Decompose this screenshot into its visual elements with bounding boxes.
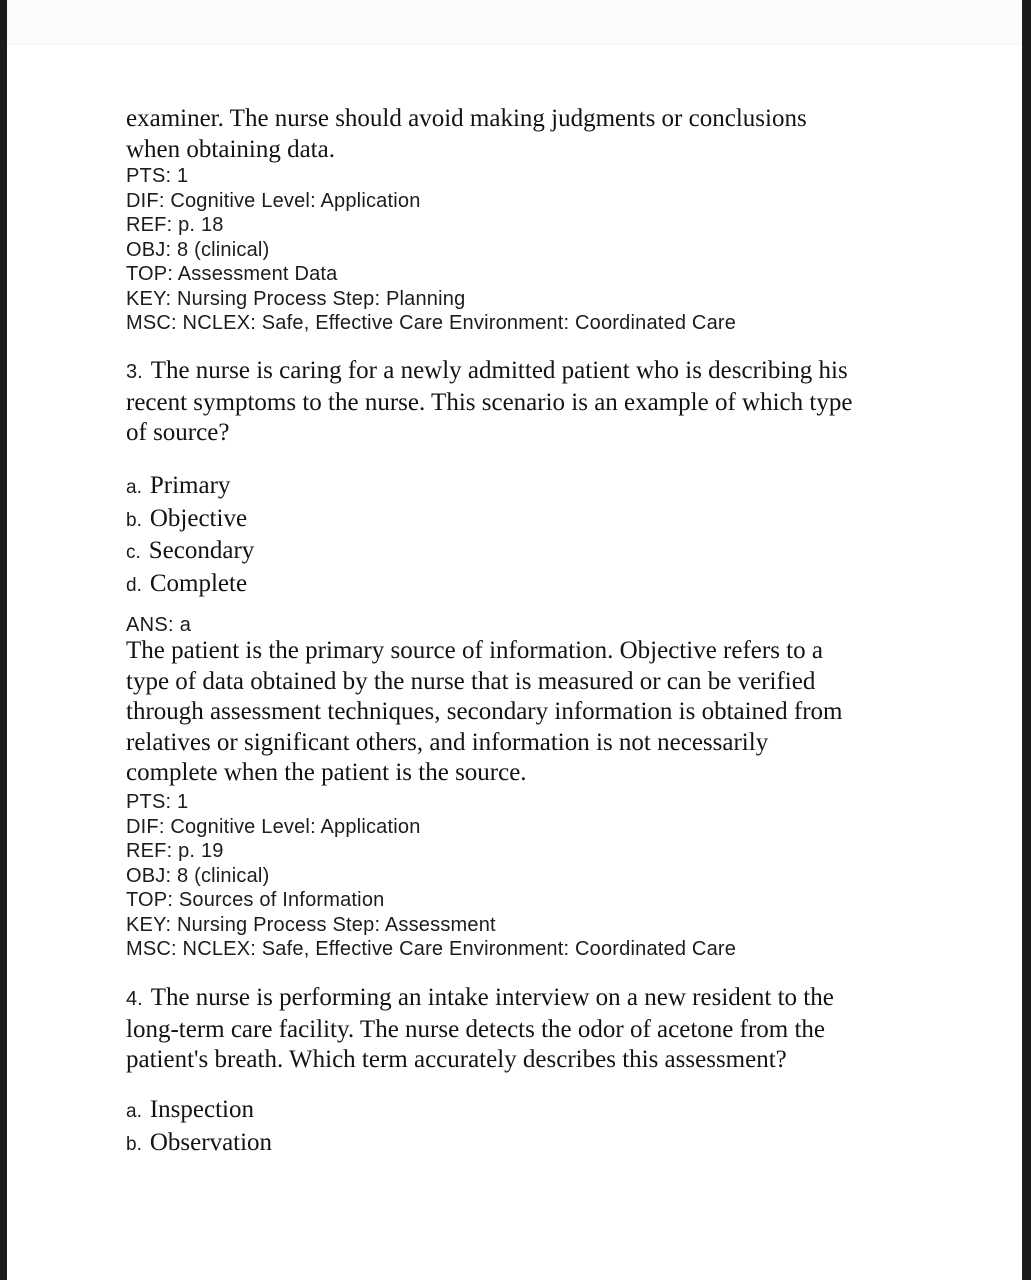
question-4-number: 4. — [126, 988, 143, 1010]
option-text: Primary — [149, 472, 231, 499]
stem-line — [126, 983, 921, 1015]
option-text: Secondary — [148, 537, 255, 564]
option-text: Complete — [149, 569, 248, 597]
meta-line-dif: DIF: Cognitive Level: Application — [126, 815, 421, 838]
stem-text: The nurse is caring for a newly admitted patient who is describing his — [150, 357, 848, 384]
explanation-line: type of data obtained by the nurse that is measured or can be verified — [126, 667, 816, 695]
meta-line-obj: OBJ: 8 (clinical) — [126, 238, 270, 261]
question-3-answer — [126, 613, 921, 638]
meta-line-ref: REF: p. 19 — [126, 840, 224, 862]
stem-text: The nurse is performing an intake interview on a new resident to the — [150, 984, 834, 1011]
meta-line-pts: PTS: 1 — [126, 165, 189, 187]
explanation-line: The patient is the primary source of information. Objective refers to a — [126, 637, 823, 664]
meta-line-msc: MSC: NCLEX: Safe, Effective Care Environment: Coordinated Care — [126, 312, 737, 334]
q3-option-d — [126, 569, 921, 602]
meta-line-ref: REF: p. 18 — [126, 214, 224, 236]
stem-line: of source? — [126, 419, 230, 446]
q3-meta-block — [126, 790, 921, 962]
q4-option-b — [126, 1128, 921, 1161]
meta-line-key: KEY: Nursing Process Step: Planning — [126, 287, 466, 310]
option-text: Inspection — [149, 1096, 254, 1123]
stem-line: recent symptoms to the nurse. This scenario is an example of which type — [126, 388, 853, 416]
explanation-line: relatives or significant others, and information is not necessarily — [126, 728, 769, 756]
q3-option-c — [126, 536, 921, 569]
option-text: Objective — [149, 504, 248, 532]
meta-line-top: TOP: Sources of Information — [126, 889, 385, 911]
q3-option-a — [126, 471, 921, 504]
meta-line-dif: DIF: Cognitive Level: Application — [126, 189, 421, 212]
question-3-stem — [126, 356, 921, 449]
stem-line — [126, 356, 921, 388]
meta-line-key: KEY: Nursing Process Step: Assessment — [126, 913, 496, 936]
meta-line-obj: OBJ: 8 (clinical) — [126, 864, 270, 887]
question-4-stem — [126, 983, 921, 1076]
option-letter: b. — [126, 1133, 142, 1155]
option-letter: d. — [126, 574, 142, 596]
option-letter: a. — [126, 1101, 142, 1122]
explanation-line: when obtaining data. — [126, 135, 335, 163]
q2-explanation-continuation — [126, 104, 921, 165]
question-3-options — [126, 471, 921, 601]
question-3-explanation — [126, 636, 921, 789]
explanation-line: through assessment techniques, secondary information is obtained from — [126, 698, 843, 725]
option-letter: a. — [126, 477, 142, 498]
meta-line-top: TOP: Assessment Data — [126, 263, 338, 285]
option-text: Observation — [149, 1128, 273, 1156]
question-3-number: 3. — [126, 361, 143, 383]
stem-line: long-term care facility. The nurse detects the odor of acetone from the — [126, 1015, 826, 1043]
meta-line-msc: MSC: NCLEX: Safe, Effective Care Environment: Coordinated Care — [126, 938, 737, 960]
explanation-line: complete when the patient is the source. — [126, 759, 527, 786]
meta-line-pts: PTS: 1 — [126, 791, 189, 813]
question-4-options — [126, 1095, 921, 1160]
q4-option-a — [126, 1095, 921, 1128]
q2-meta-block — [126, 164, 921, 336]
option-letter: b. — [126, 509, 142, 531]
q3-option-b — [126, 504, 921, 537]
stem-line: patient's breath. Which term accurately describes this assessment? — [126, 1046, 787, 1073]
answer-line: ANS: a — [126, 614, 192, 636]
explanation-line: examiner. The nurse should avoid making judgments or conclusions — [126, 105, 807, 132]
option-letter: c. — [126, 542, 141, 563]
